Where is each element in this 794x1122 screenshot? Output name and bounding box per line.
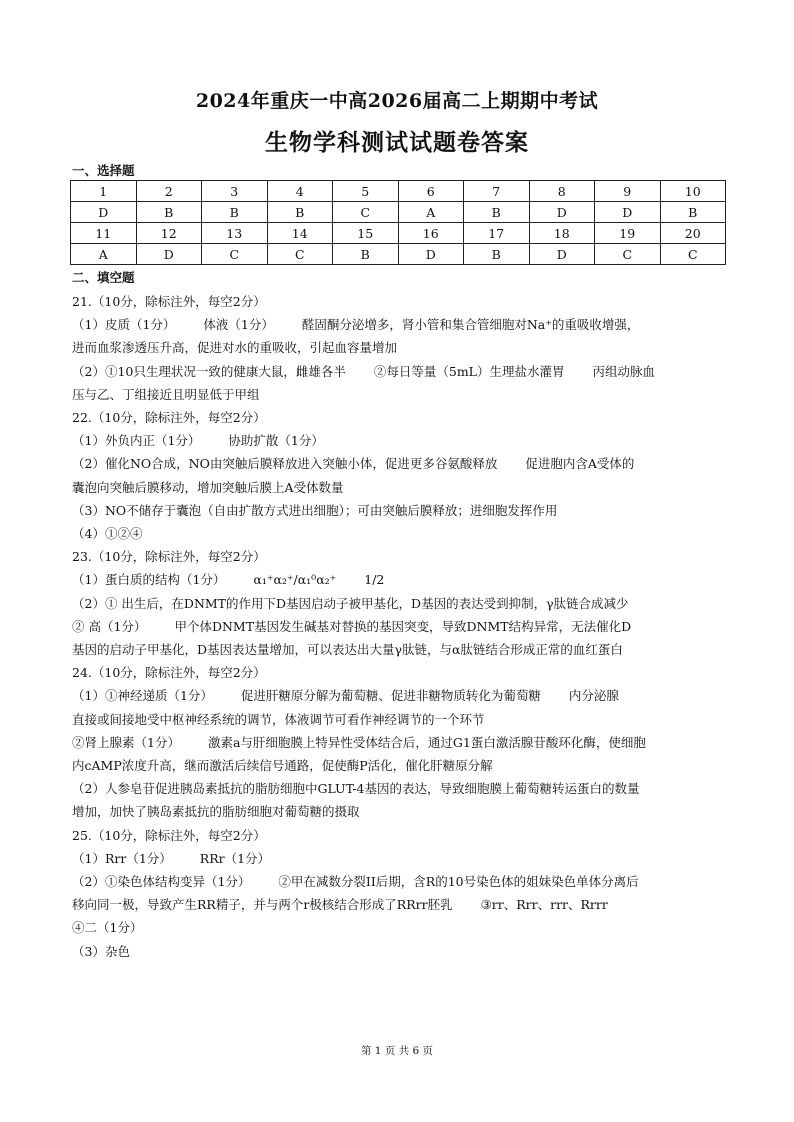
answer-text: 22.（10分，除标注外，每空2分） (72, 410, 266, 426)
table-cell: B (333, 244, 399, 265)
table-cell: 7 (464, 181, 530, 202)
answer-line (72, 777, 728, 800)
answer-text: α₁⁺α₂⁺/α₁⁰α₂⁺ (253, 572, 337, 588)
answer-line (72, 406, 728, 429)
table-cell: 13 (202, 223, 268, 244)
answer-text: 激素a与肝细胞膜上特异性受体结合后，通过G1蛋白激活腺苷酸环化酶，使细胞 (207, 734, 646, 750)
table-cell: D (529, 244, 595, 265)
table-cell: B (464, 202, 530, 223)
table-cell: A (71, 244, 137, 265)
answer-text: 1/2 (364, 572, 385, 588)
table-cell: C (595, 244, 661, 265)
answer-text: 21.（10分，除标注外，每空2分） (72, 294, 266, 309)
answer-text: （3）NO不储存于囊泡（自由扩散方式进出细胞）；可由突触后膜释放；进细胞发挥作用 (72, 502, 558, 518)
table-cell: 8 (529, 181, 595, 202)
answer-text: 25.（10分，除标注外，每空2分） (72, 827, 266, 843)
answer-line (72, 290, 728, 313)
answer-text: （2）人参皂苷促进胰岛素抵抗的脂肪细胞中GLUT-4基因的表达，导致细胞膜上葡萄糖转运蛋白的数量 (72, 781, 640, 797)
table-cell: 19 (595, 223, 661, 244)
answer-text: 进而血浆渗透压升高，促进对水的重吸收，引起血容量增加 (72, 340, 398, 356)
answer-text: 移向同一极，导致产生RR精子，并与两个r极核结合形成了RRrr胚乳 (72, 897, 453, 913)
answer-text: ③rr、Rrr、rrr、Rrrr (480, 897, 608, 913)
table-cell: D (71, 202, 137, 223)
answer-text: RRr（1分） (199, 850, 271, 866)
answer-line (72, 661, 728, 684)
answer-line (72, 893, 728, 916)
answer-line (72, 824, 728, 847)
table-row (71, 202, 726, 223)
answer-text: 醛固酮分泌增多，肾小管和集合管细胞对Na⁺的重吸收增强， (301, 317, 640, 333)
answer-text: （1）①神经递质（1分） (72, 688, 213, 704)
table-cell: B (464, 244, 530, 265)
table-cell: 17 (464, 223, 530, 244)
table-cell: C (202, 244, 268, 265)
section-heading-fill: 二、填空题 (72, 270, 135, 285)
answer-line (72, 545, 728, 568)
table-cell: 4 (267, 181, 333, 202)
answer-text: ②甲在减数分裂II后期，含R的10号染色体的姐妹染色单体分离后 (278, 874, 639, 890)
answer-text: 基因的启动子甲基化，D基因表达量增加，可以表达出大量γ肽链，与α肽链结合形成正常的血红蛋白 (72, 642, 623, 658)
table-cell: B (267, 202, 333, 223)
table-row (71, 181, 726, 202)
answer-line (72, 708, 728, 731)
answer-text: 丙组动脉血 (592, 363, 655, 379)
table-cell: C (333, 202, 399, 223)
answer-text: （2）催化NO合成，NO由突触后膜释放进入突触小体，促进更多谷氨酸释放 (72, 456, 498, 472)
answer-line (72, 522, 728, 545)
answer-line (72, 452, 728, 475)
answer-text: ② 高（1分） (72, 618, 147, 634)
table-cell: 12 (136, 223, 202, 244)
table-cell: 18 (529, 223, 595, 244)
table-cell: D (398, 244, 464, 265)
answer-line (72, 731, 728, 754)
table-cell: B (660, 202, 726, 223)
answer-line (72, 592, 728, 615)
answer-line (72, 383, 728, 406)
answer-text: 体液（1分） (203, 317, 274, 333)
answer-text: （4）①②④ (72, 526, 143, 542)
answer-key-title: 生物学科测试试题卷答案 (265, 129, 529, 156)
answer-text: 甲个体DNMT基因发生碱基对替换的基因突变，导致DNMT结构异常，无法催化D (174, 618, 632, 634)
answer-text: （1）Rrr（1分） (72, 850, 172, 866)
table-cell: 11 (71, 223, 137, 244)
answer-line (72, 568, 728, 591)
exam-title: 2024年重庆一中高2026届高二上期期中考试 (195, 90, 599, 112)
table-cell: 14 (267, 223, 333, 244)
table-cell: 5 (333, 181, 399, 202)
answer-text: ④二（1分） (72, 920, 143, 936)
answer-text: 压与乙、丁组接近且明显低于甲组 (72, 386, 260, 402)
table-row (71, 244, 726, 265)
answer-line (72, 360, 728, 383)
answer-text: 23.（10分，除标注外，每空2分） (72, 549, 266, 565)
table-cell: B (136, 202, 202, 223)
answer-line (72, 916, 728, 939)
answer-line (72, 615, 728, 638)
answer-line (72, 336, 728, 359)
table-cell: 20 (660, 223, 726, 244)
answer-text: 24.（10分，除标注外，每空2分） (72, 665, 266, 681)
answer-text: （2）①染色体结构变异（1分） (72, 874, 251, 890)
table-cell: D (136, 244, 202, 265)
answer-text: （1）蛋白质的结构（1分） (72, 572, 226, 588)
answer-line (72, 940, 728, 963)
answer-text: ②肾上腺素（1分） (72, 734, 180, 750)
answer-text: 促进肝糖原分解为葡萄糖、促进非糖物质转化为葡萄糖 (240, 688, 541, 704)
answer-line (72, 313, 728, 336)
answer-text: （3）杂色 (72, 943, 130, 959)
answer-line (72, 684, 728, 707)
answer-line (72, 429, 728, 452)
answer-line (72, 847, 728, 870)
answer-text: （2）① 出生后，在DNMT的作用下D基因启动子被甲基化，D基因的表达受到抑制，γ肽链合成减少 (72, 595, 629, 611)
table-cell: 2 (136, 181, 202, 202)
answer-text: 内cAMP浓度升高，继而激活后续信号通路，促使酶P活化，催化肝糖原分解 (72, 758, 493, 774)
answer-text: 促进胞内含A受体的 (525, 456, 635, 472)
answer-line (72, 754, 728, 777)
section-heading-choice: 一、选择题 (72, 163, 135, 178)
table-cell: 1 (71, 181, 137, 202)
table-cell: 15 (333, 223, 399, 244)
table-cell: D (595, 202, 661, 223)
answer-line (72, 476, 728, 499)
fill-in-answers (72, 290, 728, 963)
page-footer: 第 1 页 共 6 页 (360, 1045, 434, 1057)
table-cell: 6 (398, 181, 464, 202)
answer-text: 增加，加快了胰岛素抵抗的脂肪细胞对葡萄糖的摄取 (72, 804, 360, 820)
table-cell: 16 (398, 223, 464, 244)
table-cell: B (202, 202, 268, 223)
answer-text: （1）外负内正（1分） (72, 433, 201, 449)
table-cell: C (267, 244, 333, 265)
answer-line (72, 638, 728, 661)
table-cell: C (660, 244, 726, 265)
table-cell: 9 (595, 181, 661, 202)
answer-text: 内分泌腺 (568, 688, 619, 704)
table-cell: A (398, 202, 464, 223)
answer-text: （1）皮质（1分） (72, 317, 176, 333)
answer-text: ②每日等量（5mL）生理盐水灌胃 (373, 363, 565, 379)
table-cell: D (529, 202, 595, 223)
table-cell: 3 (202, 181, 268, 202)
table-row (71, 223, 726, 244)
answer-line (72, 800, 728, 823)
answer-line (72, 499, 728, 522)
answer-text: 直接或间接地受中枢神经系统的调节，体液调节可看作神经调节的一个环节 (72, 711, 485, 727)
answer-text: 囊泡向突触后膜移动，增加突触后膜上A受体数量 (72, 479, 344, 495)
choice-answer-table (70, 180, 726, 265)
answer-text: （2）①10只生理状况一致的健康大鼠，雌雄各半 (72, 363, 346, 379)
answer-line (72, 870, 728, 893)
answer-text: 协助扩散（1分） (228, 433, 324, 449)
table-cell: 10 (660, 181, 726, 202)
